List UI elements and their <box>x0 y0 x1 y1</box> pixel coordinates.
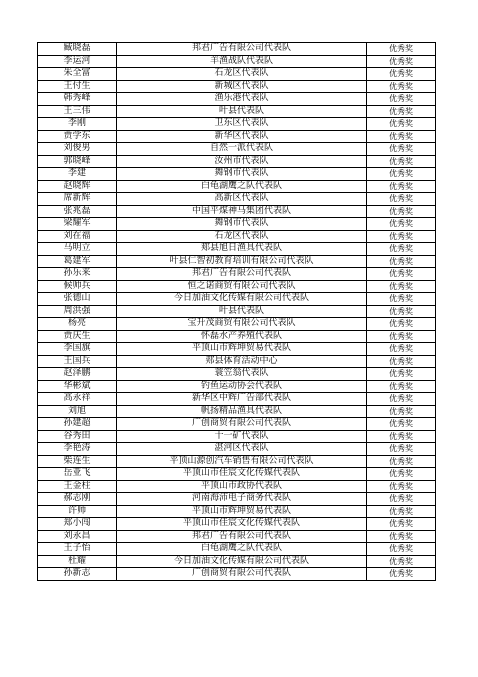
name-cell: 梁耀军 <box>38 218 117 231</box>
table-row <box>38 193 436 206</box>
team-cell: 恒之诺商贸有限公司代表队 <box>117 280 367 293</box>
team-cell: 石龙区代表队 <box>117 230 367 243</box>
team-cell: 蓑笠翁代表队 <box>117 368 367 381</box>
team-cell: 汝州市代表队 <box>117 155 367 168</box>
name-cell: 杨亮 <box>38 318 117 331</box>
team-cell: 平顶山市辉坤贸易代表队 <box>117 343 367 356</box>
award-cell: 优秀奖 <box>367 493 436 506</box>
table-row <box>38 305 436 318</box>
team-cell: 河南海沛电子商务代表队 <box>117 493 367 506</box>
team-cell: 新城区代表队 <box>117 80 367 93</box>
team-cell: 卫东区代表队 <box>117 118 367 131</box>
team-cell: 十一矿代表队 <box>117 430 367 443</box>
name-cell: 王国兵 <box>38 355 117 368</box>
award-cell: 优秀奖 <box>367 480 436 493</box>
table-row <box>38 268 436 281</box>
team-cell: 自然一派代表队 <box>117 143 367 156</box>
name-cell: 李建 <box>38 168 117 181</box>
name-cell: 刘在福 <box>38 230 117 243</box>
team-cell: 高新区代表队 <box>117 193 367 206</box>
team-cell: 平顶山市政协代表队 <box>117 480 367 493</box>
award-cell: 优秀奖 <box>367 455 436 468</box>
table-row <box>38 105 436 118</box>
award-table <box>37 42 436 581</box>
table-row <box>38 218 436 231</box>
team-cell: 广创商贸有限公司代表队 <box>117 568 367 581</box>
table-row <box>38 405 436 418</box>
name-cell: 李运河 <box>38 55 117 68</box>
table-row <box>38 555 436 568</box>
name-cell: 王子怡 <box>38 543 117 556</box>
name-cell: 葛建军 <box>38 255 117 268</box>
table-row <box>38 355 436 368</box>
name-cell: 朱全富 <box>38 68 117 81</box>
award-cell: 优秀奖 <box>367 268 436 281</box>
name-cell: 臧晓磊 <box>38 43 117 56</box>
table-row <box>38 343 436 356</box>
name-cell: 马明立 <box>38 243 117 256</box>
award-table-sheet <box>37 42 435 581</box>
name-cell: 华彬斌 <box>38 380 117 393</box>
table-row <box>38 180 436 193</box>
table-row <box>38 205 436 218</box>
award-cell: 优秀奖 <box>367 330 436 343</box>
table-row <box>38 168 436 181</box>
award-cell: 优秀奖 <box>367 418 436 431</box>
award-cell: 优秀奖 <box>367 293 436 306</box>
award-cell: 优秀奖 <box>367 405 436 418</box>
award-cell: 优秀奖 <box>367 168 436 181</box>
award-cell: 优秀奖 <box>367 80 436 93</box>
team-cell: 叶县代表队 <box>117 105 367 118</box>
team-cell: 郏县旭日渔具代表队 <box>117 243 367 256</box>
table-row <box>38 143 436 156</box>
name-cell: 候帅兵 <box>38 280 117 293</box>
award-cell: 优秀奖 <box>367 230 436 243</box>
award-table-body <box>38 43 436 581</box>
table-row <box>38 318 436 331</box>
table-row <box>38 518 436 531</box>
table-row <box>38 118 436 131</box>
name-cell: 岳亚飞 <box>38 468 117 481</box>
name-cell: 郑小闯 <box>38 518 117 531</box>
award-cell: 优秀奖 <box>367 380 436 393</box>
table-row <box>38 130 436 143</box>
award-cell: 优秀奖 <box>367 130 436 143</box>
award-cell: 优秀奖 <box>367 193 436 206</box>
award-cell: 优秀奖 <box>367 143 436 156</box>
award-cell: 优秀奖 <box>367 155 436 168</box>
team-cell: 石龙区代表队 <box>117 68 367 81</box>
award-cell: 优秀奖 <box>367 218 436 231</box>
name-cell: 高永祥 <box>38 393 117 406</box>
team-cell: 新华区中辉广告部代表队 <box>117 393 367 406</box>
name-cell: 周洪强 <box>38 305 117 318</box>
name-cell: 韩秀峰 <box>38 93 117 106</box>
team-cell: 白龟湖鹰之队代表队 <box>117 180 367 193</box>
table-row <box>38 418 436 431</box>
team-cell: 中国平煤神马集团代表队 <box>117 205 367 218</box>
team-cell: 舞钢市代表队 <box>117 218 367 231</box>
award-cell: 优秀奖 <box>367 305 436 318</box>
name-cell: 柴连生 <box>38 455 117 468</box>
team-cell: 邦君广告有限公司代表队 <box>117 43 367 56</box>
name-cell: 许帅 <box>38 505 117 518</box>
table-row <box>38 55 436 68</box>
team-cell: 怀磊水产养殖代表队 <box>117 330 367 343</box>
award-cell: 优秀奖 <box>367 355 436 368</box>
award-cell: 优秀奖 <box>367 368 436 381</box>
name-cell: 谷秀田 <box>38 430 117 443</box>
name-cell: 孙建超 <box>38 418 117 431</box>
table-row <box>38 393 436 406</box>
name-cell: 李艳涛 <box>38 443 117 456</box>
team-cell: 渔乐港代表队 <box>117 93 367 106</box>
award-cell: 优秀奖 <box>367 43 436 56</box>
team-cell: 帆扬精品渔具代表队 <box>117 405 367 418</box>
name-cell: 李刚 <box>38 118 117 131</box>
team-cell: 钓鱼运动协会代表队 <box>117 380 367 393</box>
table-row <box>38 543 436 556</box>
award-cell: 优秀奖 <box>367 68 436 81</box>
table-row <box>38 243 436 256</box>
team-cell: 平顶山市辉坤贸易代表队 <box>117 505 367 518</box>
team-cell: 平顶山市佳宸文化传媒代表队 <box>117 518 367 531</box>
name-cell: 席新辉 <box>38 193 117 206</box>
table-row <box>38 493 436 506</box>
name-cell: 赵晓辉 <box>38 180 117 193</box>
team-cell: 舞钢市代表队 <box>117 168 367 181</box>
award-cell: 优秀奖 <box>367 255 436 268</box>
table-row <box>38 380 436 393</box>
team-cell: 邦君广告有限公司代表队 <box>117 268 367 281</box>
name-cell: 张兆磊 <box>38 205 117 218</box>
table-row <box>38 255 436 268</box>
table-row <box>38 443 436 456</box>
table-row <box>38 480 436 493</box>
table-row <box>38 455 436 468</box>
team-cell: 宝升茂商贸有限公司代表队 <box>117 318 367 331</box>
name-cell: 刘俊男 <box>38 143 117 156</box>
award-cell: 优秀奖 <box>367 205 436 218</box>
name-cell: 郭晓峰 <box>38 155 117 168</box>
award-cell: 优秀奖 <box>367 430 436 443</box>
award-cell: 优秀奖 <box>367 530 436 543</box>
table-row <box>38 93 436 106</box>
name-cell: 王付生 <box>38 80 117 93</box>
team-cell: 新华区代表队 <box>117 130 367 143</box>
table-row <box>38 430 436 443</box>
table-row <box>38 468 436 481</box>
award-cell: 优秀奖 <box>367 555 436 568</box>
name-cell: 刘旭 <box>38 405 117 418</box>
name-cell: 刘永昌 <box>38 530 117 543</box>
team-cell: 郏县体育活动中心 <box>117 355 367 368</box>
award-cell: 优秀奖 <box>367 243 436 256</box>
award-cell: 优秀奖 <box>367 105 436 118</box>
name-cell: 贾庆生 <box>38 330 117 343</box>
team-cell: 羊渔战队代表队 <box>117 55 367 68</box>
award-cell: 优秀奖 <box>367 55 436 68</box>
table-row <box>38 43 436 56</box>
name-cell: 王金柱 <box>38 480 117 493</box>
team-cell: 平顶山市佳宸文化传媒代表队 <box>117 468 367 481</box>
name-cell: 杜耀 <box>38 555 117 568</box>
team-cell: 平顶山源创汽车销售有限公司代表队 <box>117 455 367 468</box>
table-row <box>38 155 436 168</box>
name-cell: 王三伟 <box>38 105 117 118</box>
award-cell: 优秀奖 <box>367 93 436 106</box>
award-cell: 优秀奖 <box>367 118 436 131</box>
award-cell: 优秀奖 <box>367 318 436 331</box>
award-cell: 优秀奖 <box>367 543 436 556</box>
team-cell: 今日加油文化传媒有限公司代表队 <box>117 293 367 306</box>
award-cell: 优秀奖 <box>367 280 436 293</box>
award-cell: 优秀奖 <box>367 568 436 581</box>
award-cell: 优秀奖 <box>367 393 436 406</box>
team-cell: 邦君广告有限公司代表队 <box>117 530 367 543</box>
award-cell: 优秀奖 <box>367 443 436 456</box>
award-cell: 优秀奖 <box>367 468 436 481</box>
table-row <box>38 530 436 543</box>
table-row <box>38 568 436 581</box>
team-cell: 白龟湖鹰之队代表队 <box>117 543 367 556</box>
award-cell: 优秀奖 <box>367 180 436 193</box>
table-row <box>38 368 436 381</box>
award-cell: 优秀奖 <box>367 343 436 356</box>
award-cell: 优秀奖 <box>367 505 436 518</box>
name-cell: 赵泽鹏 <box>38 368 117 381</box>
name-cell: 郝志刚 <box>38 493 117 506</box>
table-row <box>38 293 436 306</box>
table-row <box>38 330 436 343</box>
team-cell: 湛河区代表队 <box>117 443 367 456</box>
table-row <box>38 280 436 293</box>
name-cell: 张德山 <box>38 293 117 306</box>
name-cell: 李国旗 <box>38 343 117 356</box>
table-row <box>38 505 436 518</box>
table-row <box>38 80 436 93</box>
table-row <box>38 68 436 81</box>
award-cell: 优秀奖 <box>367 518 436 531</box>
name-cell: 贾学东 <box>38 130 117 143</box>
name-cell: 孙乐来 <box>38 268 117 281</box>
table-row <box>38 230 436 243</box>
name-cell: 孙新志 <box>38 568 117 581</box>
team-cell: 今日加油文化传媒有限公司代表队 <box>117 555 367 568</box>
team-cell: 叶县代表队 <box>117 305 367 318</box>
team-cell: 广创商贸有限公司代表队 <box>117 418 367 431</box>
team-cell: 叶县仁智初教育培训有限公司代表队 <box>117 255 367 268</box>
